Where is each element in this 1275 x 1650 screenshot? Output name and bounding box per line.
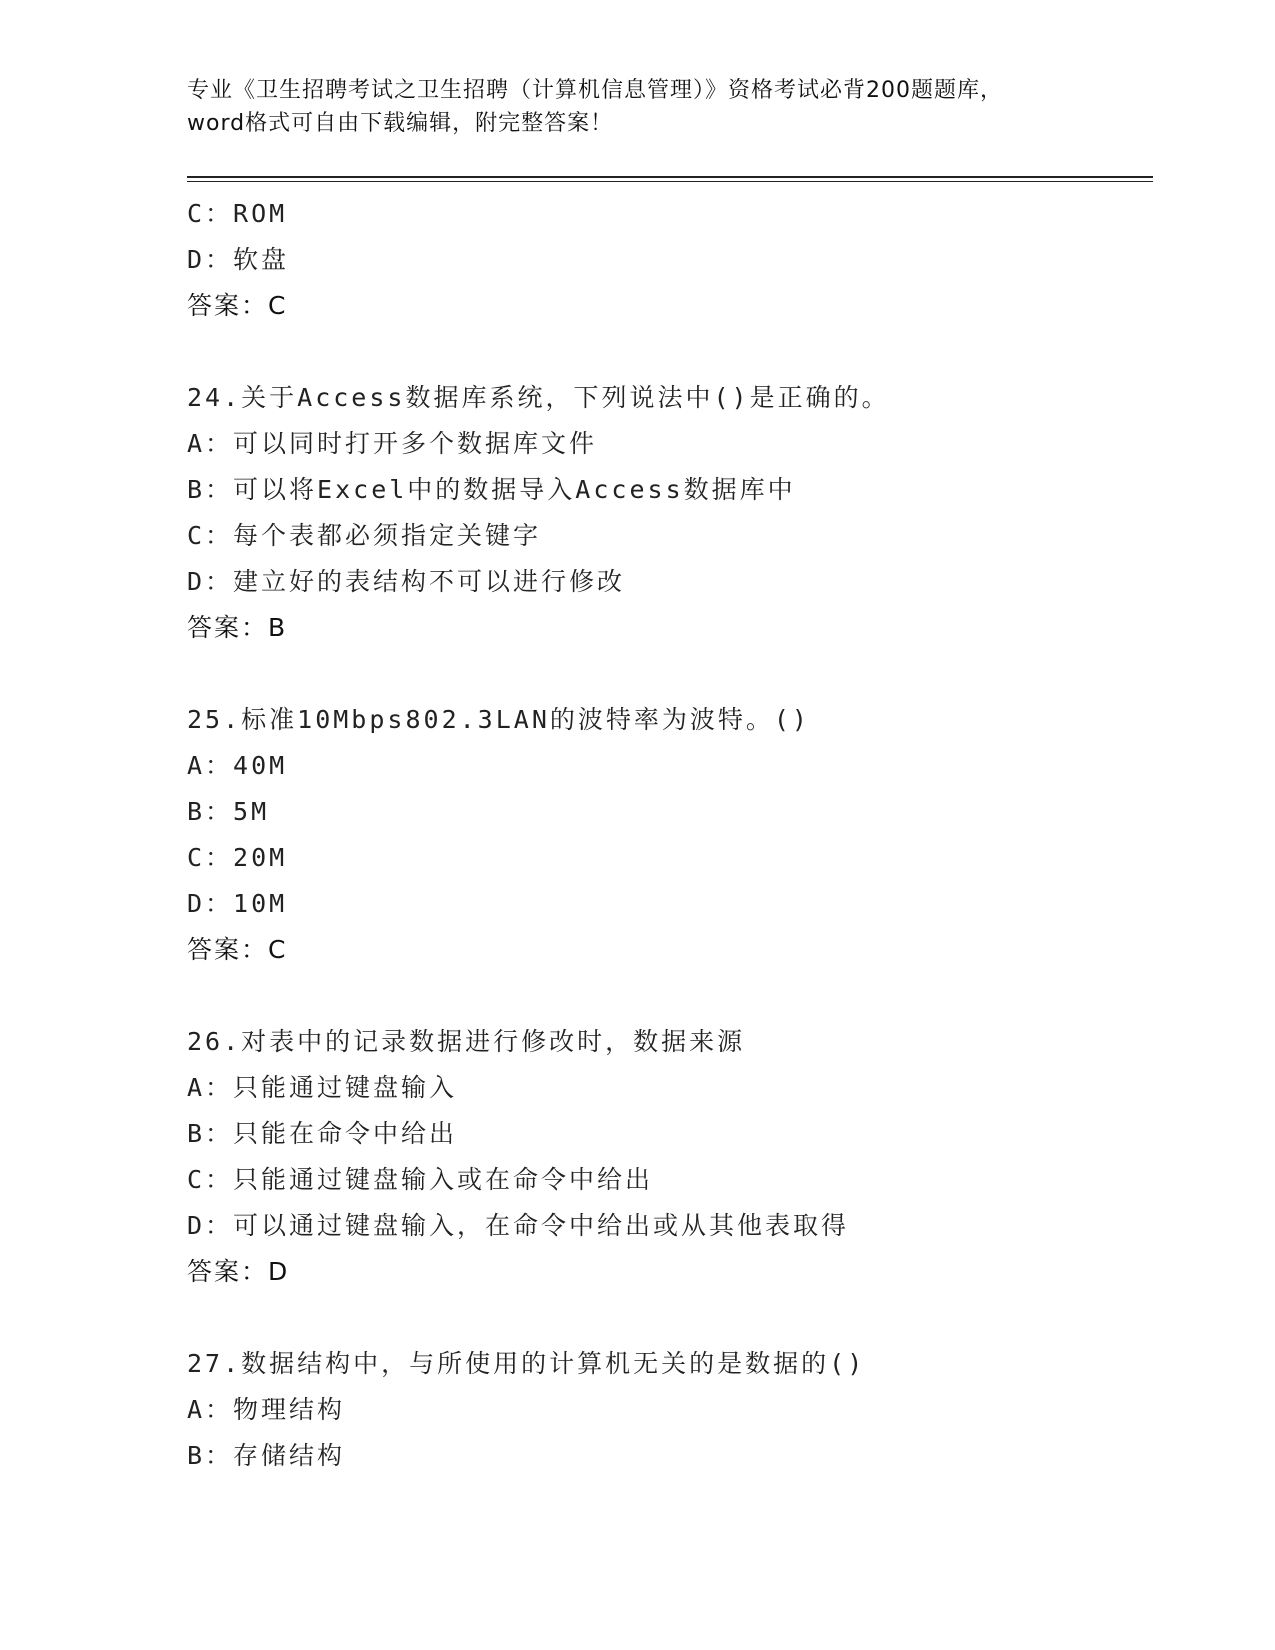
q27-option-b: B：存储结构 xyxy=(187,1441,346,1470)
spacer xyxy=(187,651,1147,697)
question-list xyxy=(187,191,1147,1479)
spacer xyxy=(187,329,1147,375)
q25-answer: 答案：C xyxy=(187,935,288,964)
q25-option-d: D：10M xyxy=(187,889,288,918)
header-divider-thick xyxy=(187,176,1153,178)
q26-option-d: D：可以通过键盘输入，在命令中给出或从其他表取得 xyxy=(187,1211,850,1240)
q24-option-b: B：可以将Excel中的数据导入Access数据库中 xyxy=(187,475,796,504)
q26-option-a: A：只能通过键盘输入 xyxy=(187,1073,458,1102)
spacer xyxy=(187,1295,1147,1341)
spacer xyxy=(187,973,1147,1019)
q25-question: 25.标准10Mbps802.3LAN的波特率为波特。() xyxy=(187,705,810,734)
q25-option-c: C：20M xyxy=(187,843,288,872)
q23-answer: 答案：C xyxy=(187,291,288,320)
header-title-line-2: word格式可自由下载编辑，附完整答案！ xyxy=(187,111,614,136)
header-divider-thin xyxy=(187,181,1153,182)
q24-answer: 答案：B xyxy=(187,613,288,642)
q26-option-c: C：只能通过键盘输入或在命令中给出 xyxy=(187,1165,654,1194)
q24-option-a: A：可以同时打开多个数据库文件 xyxy=(187,429,598,458)
q26-option-b: B：只能在命令中给出 xyxy=(187,1119,458,1148)
q27-question: 27.数据结构中，与所使用的计算机无关的是数据的() xyxy=(187,1349,866,1378)
q27-option-a: A：物理结构 xyxy=(187,1395,346,1424)
q24-option-c: C：每个表都必须指定关键字 xyxy=(187,521,542,550)
q23-option-c: C：ROM xyxy=(187,199,288,228)
q24-option-d: D：建立好的表结构不可以进行修改 xyxy=(187,567,626,596)
header-title-line-1: 专业《卫生招聘考试之卫生招聘（计算机信息管理）》资格考试必背200题题库， xyxy=(187,78,1003,103)
q26-answer: 答案：D xyxy=(187,1257,290,1286)
q24-question: 24.关于Access数据库系统，下列说法中()是正确的。 xyxy=(187,383,890,412)
q26-question: 26.对表中的记录数据进行修改时，数据来源 xyxy=(187,1027,746,1056)
q23-option-d: D：软盘 xyxy=(187,245,290,274)
document-header xyxy=(187,74,1087,140)
q25-option-b: B：5M xyxy=(187,797,270,826)
q25-option-a: A：40M xyxy=(187,751,288,780)
